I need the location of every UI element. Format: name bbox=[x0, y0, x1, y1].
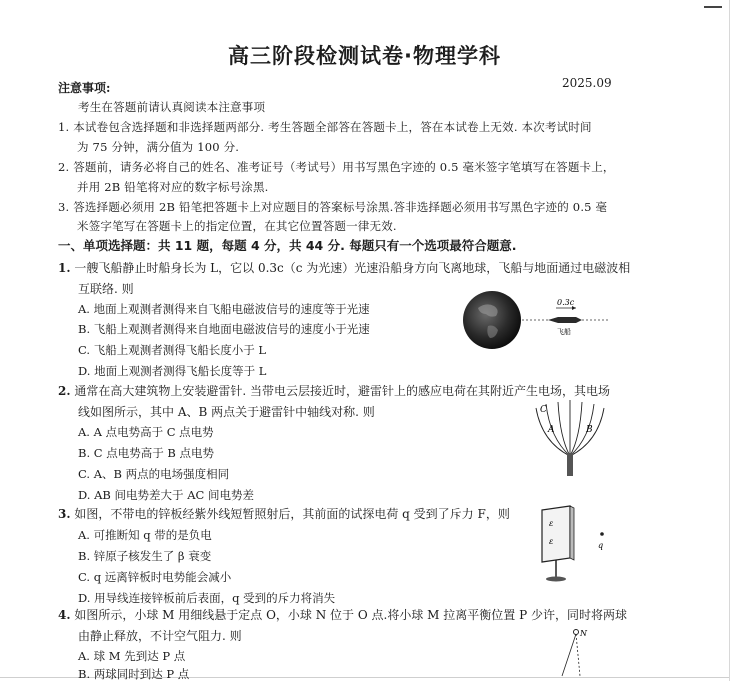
corner-mark bbox=[704, 6, 722, 8]
ball-n-label: N bbox=[580, 629, 587, 638]
notice-intro: 考生在答题前请认真阅读本注意事项 bbox=[78, 100, 266, 114]
question-3-number: 3. bbox=[58, 507, 71, 521]
question-1-option-d: D. 地面上观测者测得飞船长度等于 L bbox=[78, 364, 267, 378]
question-2-stem bbox=[58, 382, 610, 399]
question-3-stem bbox=[58, 505, 510, 522]
pendulum-figure bbox=[556, 626, 606, 678]
question-1-stem bbox=[58, 259, 630, 276]
svg-text:ε: ε bbox=[549, 537, 554, 546]
ball-n bbox=[574, 630, 579, 635]
question-2-option-c: C. A、B 两点的电场强度相同 bbox=[78, 467, 230, 481]
notice-item-3-cont: 米签字笔写在答题卡上的指定位置，在其它位置答题一律无效. bbox=[77, 219, 397, 233]
question-2-number: 2. bbox=[58, 384, 71, 398]
question-3-option-c: C. q 远离锌板时电势能会减小 bbox=[78, 570, 232, 584]
pendulum-string bbox=[562, 634, 576, 676]
question-1-stem-cont: 互联络. 则 bbox=[78, 282, 134, 296]
notice-item-2-cont: 并用 2B 铅笔将对应的数字标号涂黑. bbox=[77, 180, 269, 194]
earth-icon bbox=[463, 291, 521, 349]
question-2-text: 通常在高大建筑物上安装避雷针. 当带电云层接近时，避雷针上的感应电荷在其附近产生电场，其电场 bbox=[74, 384, 610, 398]
section-heading: 一、单项选择题：共 11 题，每题 4 分，共 44 分. 每题只有一个选项最符合题意. bbox=[58, 238, 517, 253]
exam-date: 2025.09 bbox=[562, 76, 612, 90]
question-1-number: 1. bbox=[58, 261, 71, 275]
lightning-rod bbox=[567, 453, 573, 476]
lightning-rod-figure bbox=[530, 398, 610, 478]
question-3-option-b: B. 锌原子核发生了 β 衰变 bbox=[78, 549, 212, 563]
ship-label: 飞船 bbox=[557, 328, 571, 336]
question-3-text: 如图，不带电的锌板经紫外线短暂照射后，其前面的试探电荷 q 受到了斥力 F，则 bbox=[74, 507, 510, 521]
point-c-label: C bbox=[540, 405, 547, 415]
point-a-label: A bbox=[548, 425, 555, 435]
question-4-stem-cont: 由静止释放，不计空气阻力. 则 bbox=[78, 629, 242, 643]
point-b-label: B bbox=[586, 425, 593, 435]
earth-spaceship-figure bbox=[460, 286, 610, 354]
question-2-option-b: B. C 点电势高于 B 点电势 bbox=[78, 446, 214, 460]
question-3-option-d: D. 用导线连接锌板前后表面，q 受到的斥力将消失 bbox=[78, 591, 336, 605]
test-charge bbox=[600, 532, 604, 536]
exam-title: 高三阶段检测试卷·物理学科 bbox=[228, 44, 501, 68]
question-1-option-c: C. 飞船上观测者测得飞船长度小于 L bbox=[78, 343, 266, 357]
notice-item-1: 1. 本试卷包含选择题和非选择题两部分. 考生答题全部答在答题卡上，答在本试卷上无效. 本次考试时间 bbox=[58, 120, 592, 134]
question-3-option-a: A. 可推断知 q 带的是负电 bbox=[78, 528, 212, 542]
notice-item-3: 3. 答选择题必须用 2B 铅笔把答题卡上对应题目的答案标号涂黑.答非选择题必须用书写黑色字迹的 0.5 毫 bbox=[58, 200, 608, 214]
notice-item-1-cont: 为 75 分钟，满分值为 100 分. bbox=[77, 140, 240, 154]
charge-label: q bbox=[598, 541, 604, 550]
question-2-stem-cont: 线如图所示，其中 A、B 两点关于避雷针中轴线对称. 则 bbox=[78, 405, 375, 419]
question-2-option-d: D. AB 间电势差大于 AC 间电势差 bbox=[78, 488, 254, 502]
question-1-text: 一艘飞船静止时船身长为 L，它以 0.3c（c 为光速）光速沿船身方向飞离地球，飞船与地面通过电磁波相 bbox=[74, 261, 631, 275]
question-4-number: 4. bbox=[58, 608, 71, 622]
question-1-option-a: A. 地面上观测者测得来自飞船电磁波信号的速度等于光速 bbox=[78, 302, 370, 316]
question-4-stem bbox=[58, 606, 627, 623]
svg-text:ε: ε bbox=[549, 519, 554, 528]
notice-label: 注意事项: bbox=[58, 81, 111, 95]
zinc-plate bbox=[542, 506, 570, 562]
zinc-plate-figure bbox=[536, 504, 618, 584]
notice-item-2: 2. 答题前，请务必将自己的姓名、准考证号（考试号）用书写黑色字迹的 0.5 毫米签字笔填写在答题卡上， bbox=[58, 160, 615, 174]
page-edge bbox=[729, 0, 730, 681]
question-1-option-b: B. 飞船上观测者测得来自地面电磁波信号的速度小于光速 bbox=[78, 322, 370, 336]
question-2-option-a: A. A 点电势高于 C 点电势 bbox=[78, 425, 214, 439]
question-4-option-a: A. 球 M 先到达 P 点 bbox=[78, 649, 186, 663]
speed-label: 0.3c bbox=[557, 298, 575, 307]
question-4-text: 如图所示，小球 M 用细线悬于定点 O，小球 N 位于 O 点.将小球 M 拉离平衡位置 P 少许，同时将两球 bbox=[74, 608, 627, 622]
spaceship-icon bbox=[548, 317, 582, 323]
question-4-option-b: B. 两球同时到达 P 点 bbox=[78, 667, 190, 681]
